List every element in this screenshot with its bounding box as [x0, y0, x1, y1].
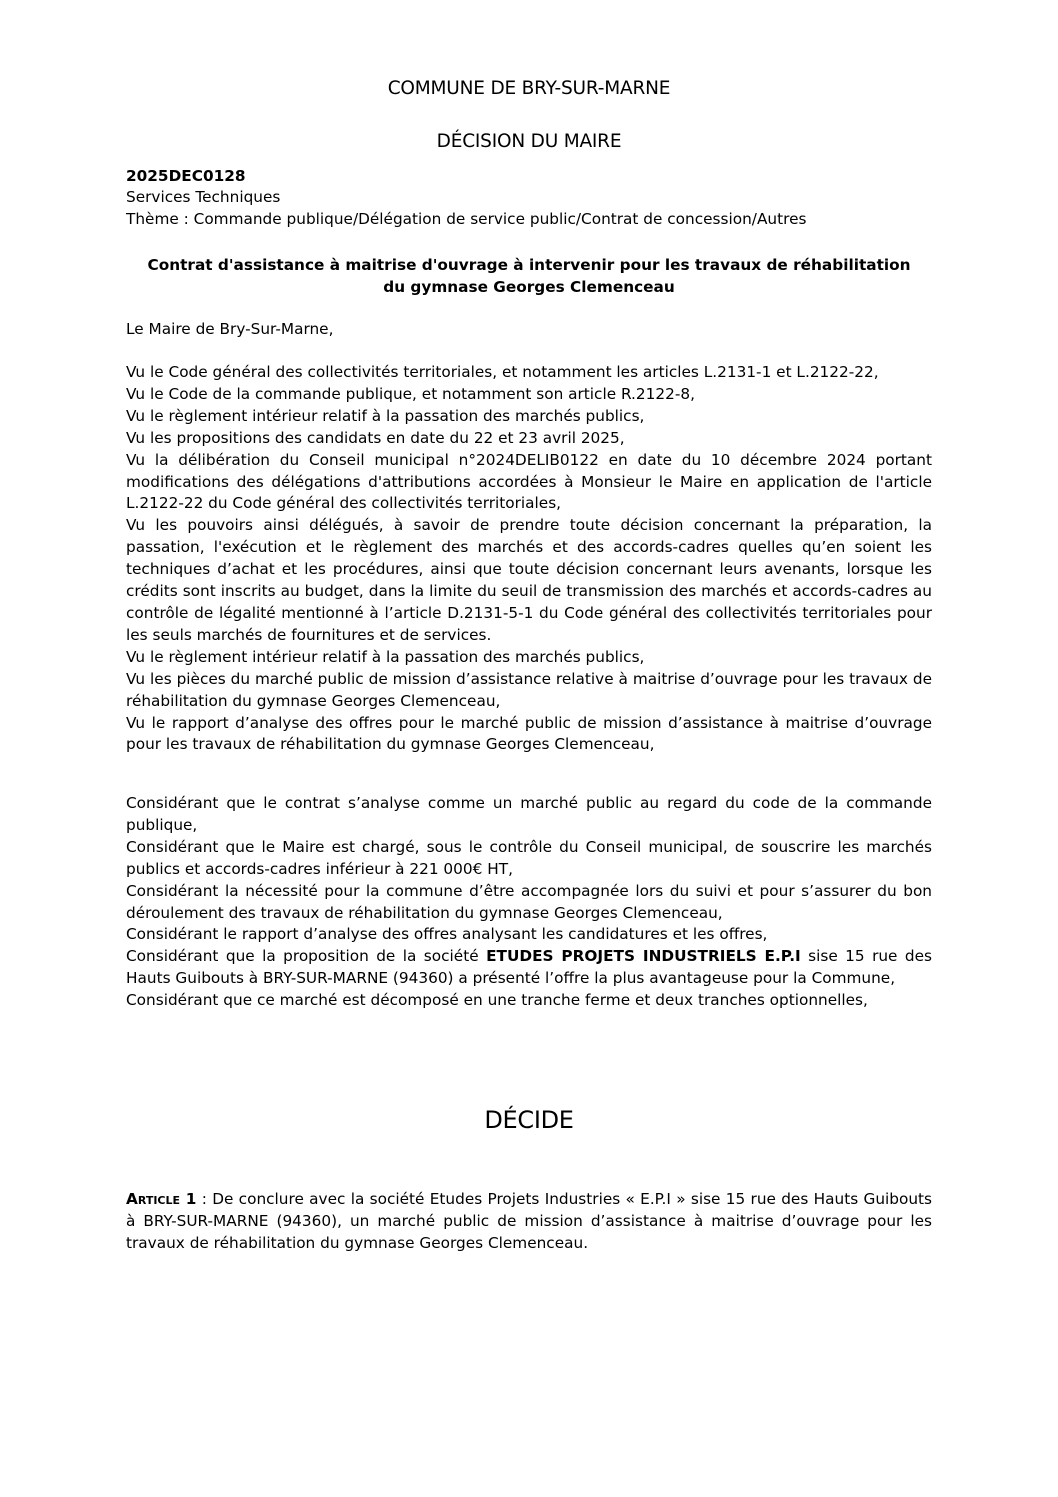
- article-label: Article 1: [126, 1190, 197, 1208]
- vu-item: Vu le rapport d’analyse des offres pour le marché public de mission d’assistance à maitrise d’ouvrage pour les travaux de réhabilitation du gymnase Georges Clemenceau,: [126, 713, 932, 754]
- vu-item: Vu les pouvoirs ainsi délégués, à savoir de prendre toute décision concernant la préparation, la passation, l'exécution et le règlement des marchés et des accords-cadres quelles qu’en soient les techniques d’achat et les procédures, ainsi que toute décision concernant leurs avenants, lorsque les crédits sont inscrits au budget, dans la limite du seuil de transmission des marchés et accords-cadres au contrôle de légalité mentionné à l’article D.2131-5-1 du Code général des collectivités territoriales pour les seuls marchés de fournitures et de services.: [126, 516, 932, 644]
- considerant-text: Considérant que la proposition de la société: [126, 947, 487, 966]
- commune-heading: COMMUNE DE BRY-SUR-MARNE: [387, 78, 671, 99]
- article-text: De conclure avec la société Etudes Projets Industries « E.P.I » sise 15 rue des Hauts Guibouts à BRY-SUR-MARNE (94360), un marché public de mission d’assistance à maitrise d’ouvrage pour les travaux de réhabilitation du gymnase Georges Clemenceau.: [126, 1190, 932, 1252]
- decide-heading: DÉCIDE: [484, 1106, 574, 1134]
- vu-item: Vu la délibération du Conseil municipal n°2024DELIB0122 en date du 10 décembre 2024 portant modifications des délégations d'attributions accordées à Monsieur le Maire en application de l'article L.2122-22 du Code général des collectivités territoriales,: [126, 450, 932, 513]
- vu-section: [126, 362, 932, 756]
- considerant-item: Considérant que ce marché est décomposé en une tranche ferme et deux tranches optionnelles,: [126, 991, 868, 1010]
- theme-line: Thème : Commande publique/Délégation de service public/Contrat de concession/Autres: [126, 210, 807, 228]
- intro-paragraph: Le Maire de Bry-Sur-Marne,: [126, 320, 334, 338]
- vu-item: Vu le règlement intérieur relatif à la passation des marchés publics,: [126, 647, 645, 666]
- considerant-section: [126, 793, 932, 1012]
- vu-item: Vu le Code général des collectivités territoriales, et notamment les articles L.2131-1 et L.2122-22,: [126, 363, 879, 381]
- decision-reference: 2025DEC0128: [126, 167, 246, 185]
- company-name: ETUDES PROJETS INDUSTRIELS E.P.I: [486, 947, 801, 966]
- vu-item: Vu le Code de la commande publique, et notamment son article R.2122-8,: [126, 384, 695, 403]
- considerant-text: sise 15 rue des Hauts Guibouts à BRY-SUR-MARNE (94360) a présenté l’offre la plus avantageuse pour la Commune,: [126, 947, 932, 988]
- vu-item: Vu le règlement intérieur relatif à la passation des marchés publics,: [126, 406, 645, 425]
- considerant-item: [126, 946, 932, 990]
- vu-item: Vu les pièces du marché public de mission d’assistance relative à maitrise d’ouvrage pour les travaux de réhabilitation du gymnase Georges Clemenceau,: [126, 669, 932, 710]
- service-name: Services Techniques: [126, 188, 281, 206]
- decision-title: DÉCISION DU MAIRE: [436, 131, 622, 152]
- vu-item: Vu les propositions des candidats en date du 22 et 23 avril 2025,: [126, 428, 625, 447]
- considerant-item: Considérant que le contrat s’analyse comme un marché public au regard du code de la commande publique,: [126, 794, 932, 834]
- subject-line-2: du gymnase Georges Clemenceau: [383, 278, 675, 296]
- article-1: [126, 1189, 932, 1255]
- subject-line-1: Contrat d'assistance à maitrise d'ouvrage à intervenir pour les travaux de réhabilitation: [147, 256, 911, 274]
- article-separator: :: [196, 1190, 213, 1208]
- considerant-item: Considérant la nécessité pour la commune d’être accompagnée lors du suivi et pour s’assurer du bon déroulement des travaux de réhabilitation du gymnase Georges Clemenceau,: [126, 881, 932, 922]
- considerant-item: Considérant le rapport d’analyse des offres analysant les candidatures et les offres,: [126, 925, 768, 944]
- article-paragraph: [126, 1189, 932, 1255]
- considerant-item: Considérant que le Maire est chargé, sous le contrôle du Conseil municipal, de souscrire les marchés publics et accords-cadres inférieur à 221 000€ HT,: [126, 837, 932, 878]
